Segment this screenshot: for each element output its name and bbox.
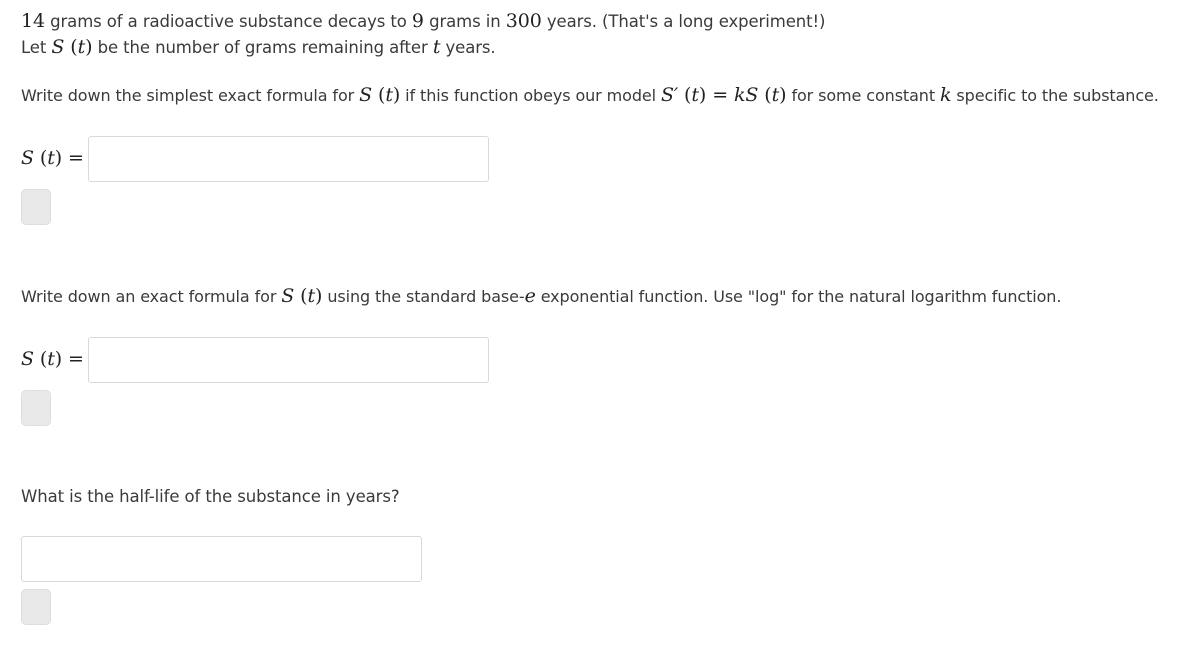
intro2-text-b: be the number of grams remaining after xyxy=(92,38,433,57)
base-e: e xyxy=(524,285,536,307)
intro-text-c: years. (That's a long experiment!) xyxy=(541,12,826,31)
part2-answer-input[interactable] xyxy=(88,337,489,383)
part3-answer-input[interactable] xyxy=(21,536,422,582)
part1-check-button[interactable] xyxy=(21,189,51,225)
intro2-text-a: Let xyxy=(21,38,52,57)
part1-answer-input[interactable] xyxy=(88,136,489,182)
part1-func: S (t) xyxy=(359,84,401,106)
part3-check-button[interactable] xyxy=(21,589,51,625)
part1-answer-label: S (t) = xyxy=(21,147,84,169)
part3-prompt: What is the half-life of the substance in years? xyxy=(21,487,400,506)
function-name: S (t) xyxy=(51,36,93,58)
initial-mass: 14 xyxy=(21,10,45,32)
part2-prompt: Write down an exact formula for S (t) using the standard base-e exponential function. Use "log" for the natural logarithm function. xyxy=(21,285,1062,307)
part1-prompt: Write down the simplest exact formula for S (t) if this function obeys our model S′ (t) = kS (t) for some constant k specific to the substance. xyxy=(21,84,1159,106)
intro-text-b: grams in xyxy=(423,12,506,31)
intro-line-2 xyxy=(21,35,496,60)
intro2-text-c: years. xyxy=(440,38,496,57)
part2-answer-label: S (t) = xyxy=(21,348,84,370)
intro-line-1 xyxy=(21,9,825,34)
part1-model-equation: S′ (t) = kS (t) xyxy=(660,84,787,106)
final-mass: 9 xyxy=(411,10,424,32)
part2-check-button[interactable] xyxy=(21,390,51,426)
time-variable: t xyxy=(432,36,441,58)
part1-constant-k: k xyxy=(940,84,952,106)
intro-text-a: grams of a radioactive substance decays to xyxy=(44,12,412,31)
duration-years: 300 xyxy=(505,10,542,32)
part2-func: S (t) xyxy=(281,285,323,307)
